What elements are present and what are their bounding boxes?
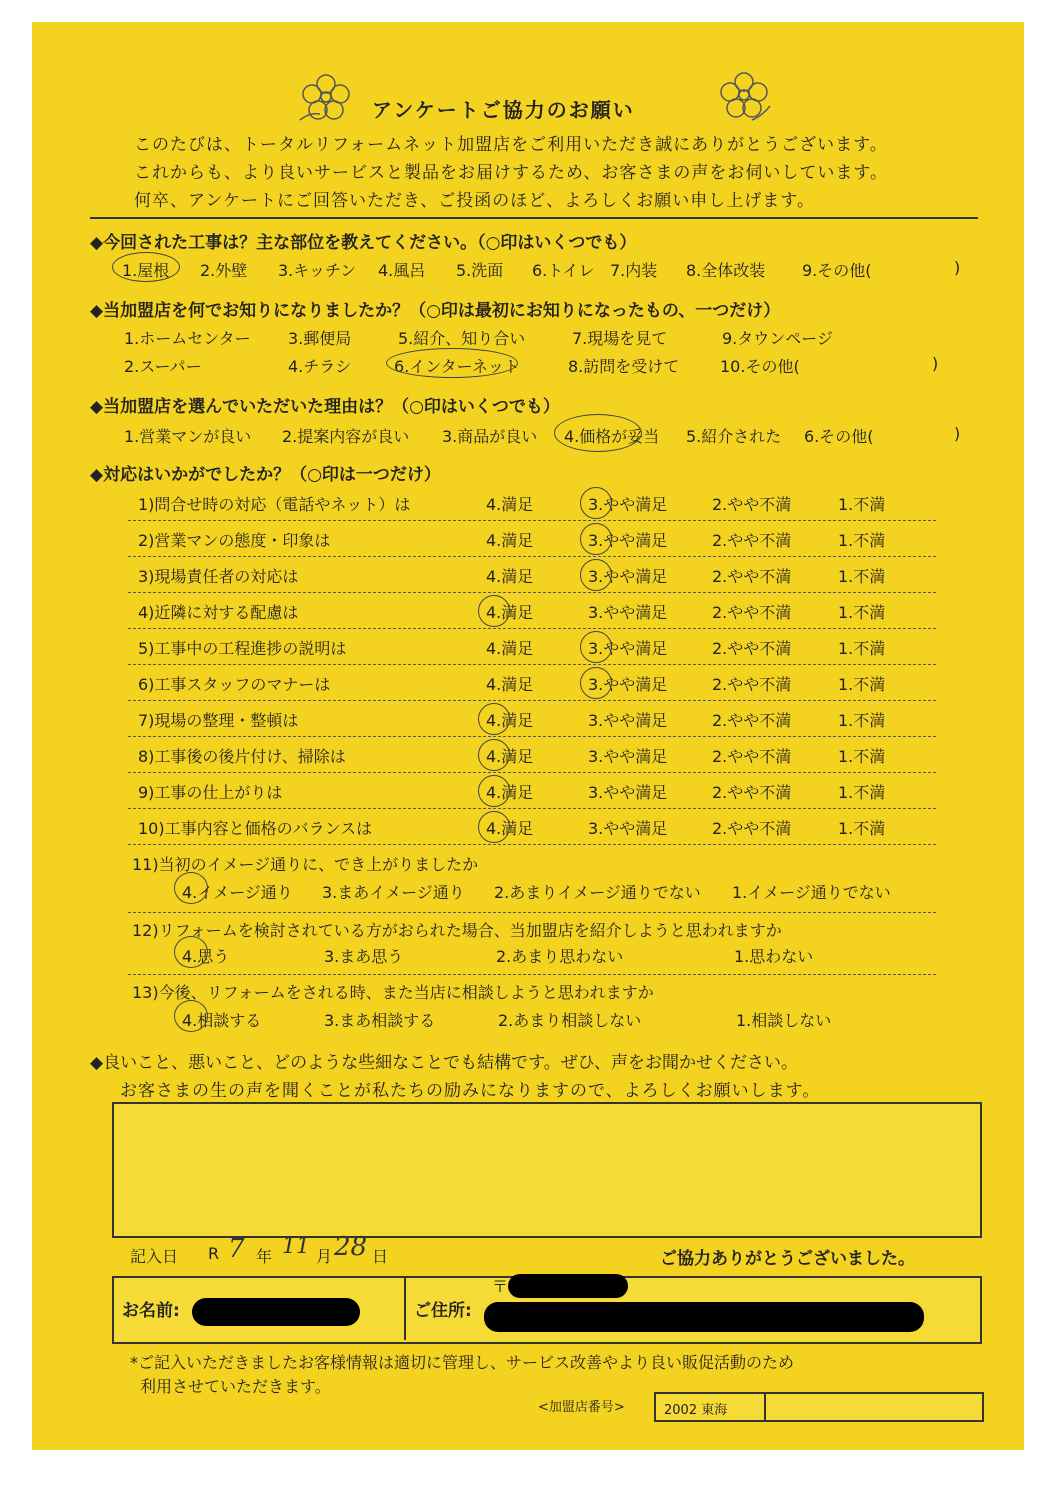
divider [128, 808, 936, 809]
selection-circle [580, 631, 612, 663]
rating-choice[interactable]: 1.不満 [838, 747, 886, 766]
selection-circle [554, 414, 642, 452]
rating-choice[interactable]: 3.やや満足 [588, 531, 668, 550]
q2-option[interactable]: 7.現場を見て [572, 329, 668, 348]
rating-choice[interactable]: 2.やや不満 [712, 819, 792, 838]
q2-option-internet[interactable]: 6.インターネット [394, 357, 520, 376]
q3-option[interactable]: 1.営業マンが良い [124, 427, 252, 446]
rating-choice[interactable]: 4.満足 [486, 819, 534, 838]
rating-choice[interactable]: 2.やや不満 [712, 639, 792, 658]
q2-option[interactable]: 9.タウンページ [722, 329, 833, 348]
store-number-label: <加盟店番号> [538, 1400, 625, 1415]
q11-option[interactable]: 3.まあイメージ通り [322, 883, 465, 902]
comments-subtitle: お客さまの生の声を聞くことが私たちの励みになりますので、よろしくお願いします。 [120, 1081, 821, 1101]
rating-choice[interactable]: 3.やや満足 [588, 711, 668, 730]
rating-choice[interactable]: 4.満足 [486, 567, 534, 586]
q2-option[interactable]: 3.郵便局 [288, 329, 352, 348]
rating-choice[interactable]: 2.やや不満 [712, 675, 792, 694]
divider [764, 1394, 766, 1420]
redacted-name [192, 1298, 360, 1326]
divider [404, 1278, 406, 1340]
rating-choice[interactable]: 1.不満 [838, 711, 886, 730]
selection-circle [112, 252, 180, 282]
q12-option[interactable]: 4.思う [182, 947, 230, 966]
flower-icon [712, 68, 776, 124]
comments-title: ◆良いこと、悪いこと、どのような些細なことでも結構です。ぜひ、声をお聞かせください。 [90, 1053, 799, 1073]
q3-other-close: ) [954, 424, 961, 443]
divider [128, 700, 936, 701]
divider [128, 736, 936, 737]
selection-circle [580, 487, 612, 519]
year-unit: 年 [256, 1247, 273, 1266]
rating-choice[interactable]: 3.やや満足 [588, 819, 668, 838]
postal-mark: 〒 [492, 1277, 509, 1296]
entry-year[interactable]: 7 [228, 1234, 245, 1264]
intro-line-2: これからも、より良いサービスと製品をお届けするため、お客さまの声をお伺いしています。 [134, 163, 888, 183]
rating-row-label: 10)工事内容と価格のバランスは [138, 819, 373, 838]
name-label: お名前: [122, 1301, 180, 1321]
q1-other-close: ) [954, 258, 961, 277]
selection-circle [580, 667, 612, 699]
page-title: アンケートご協力のお願い [372, 98, 635, 122]
q1-option-roof[interactable]: 1.屋根 [122, 261, 170, 280]
rating-choice[interactable]: 4.満足 [486, 711, 534, 730]
rating-choice[interactable]: 1.不満 [838, 531, 886, 550]
q3-option[interactable]: 2.提案内容が良い [282, 427, 410, 446]
selection-circle [580, 559, 612, 591]
q4-title: ◆対応はいかがでしたか？（○印は一つだけ） [90, 465, 441, 485]
selection-circle [386, 348, 518, 378]
rating-choice[interactable]: 2.やや不満 [712, 603, 792, 622]
address-label: ご住所: [414, 1301, 472, 1321]
q1-option[interactable]: 5.洗面 [456, 261, 504, 280]
divider [128, 628, 936, 629]
q2-option[interactable]: 1.ホームセンター [124, 329, 251, 348]
q13-option[interactable]: 2.あまり相談しない [498, 1011, 642, 1030]
rating-row-label: 6)工事スタッフのマナーは [138, 675, 331, 694]
rating-choice[interactable]: 4.満足 [486, 783, 534, 802]
intro-line-3: 何卒、アンケートにご回答いただき、ご投函のほど、よろしくお願い申し上げます。 [134, 191, 815, 211]
selection-circle [580, 523, 612, 555]
q3-option-price[interactable]: 4.価格が妥当 [564, 427, 660, 446]
rating-choice[interactable]: 1.不満 [838, 495, 886, 514]
selection-circle [174, 1000, 208, 1032]
q2-title: ◆当加盟店を何でお知りになりましたか？（○印は最初にお知りになったもの、一つだけ） [90, 301, 781, 321]
rating-choice[interactable]: 1.不満 [838, 567, 886, 586]
rating-choice[interactable]: 3.やや満足 [588, 567, 668, 586]
rating-choice[interactable]: 1.不満 [838, 675, 886, 694]
q1-option[interactable]: 4.風呂 [378, 261, 426, 280]
entry-day[interactable]: 28 [334, 1232, 368, 1262]
divider [128, 664, 936, 665]
rating-row-label: 3)現場責任者の対応は [138, 567, 299, 586]
privacy-note-1: *ご記入いただきましたお客様情報は適切に管理し、サービス改善やより良い販促活動のため [130, 1353, 795, 1372]
rating-choice[interactable]: 4.満足 [486, 675, 534, 694]
q12-option[interactable]: 3.まあ思う [324, 947, 404, 966]
divider [128, 912, 936, 913]
rating-choice[interactable]: 4.満足 [486, 639, 534, 658]
rating-choice[interactable]: 2.やや不満 [712, 711, 792, 730]
rating-row-label: 5)工事中の工程進捗の説明は [138, 639, 347, 658]
q11-label: 11)当初のイメージ通りに、でき上がりましたか [132, 855, 479, 874]
rating-choice[interactable]: 1.不満 [838, 783, 886, 802]
entry-era: R [208, 1244, 220, 1263]
q2-option[interactable]: 2.スーパー [124, 357, 202, 376]
month-unit: 月 [316, 1247, 333, 1266]
rating-choice[interactable]: 3.やや満足 [588, 603, 668, 622]
rating-choice[interactable]: 3.やや満足 [588, 783, 668, 802]
rating-choice[interactable]: 3.やや満足 [588, 747, 668, 766]
divider [128, 772, 936, 773]
q12-label: 12)リフォームを検討されている方がおられた場合、当加盟店を紹介しようと思われますか [132, 921, 782, 940]
selection-circle [478, 739, 510, 771]
q1-option[interactable]: 6.トイレ [532, 261, 595, 280]
redacted-address [484, 1302, 924, 1332]
q1-title: ◆今回された工事は？主な部位を教えてください。（○印はいくつでも） [90, 233, 637, 253]
rating-choice[interactable]: 4.満足 [486, 747, 534, 766]
rating-row-label: 2)営業マンの態度・印象は [138, 531, 331, 550]
selection-circle [174, 872, 208, 904]
q2-option[interactable]: 4.チラシ [288, 357, 352, 376]
q11-option[interactable]: 2.あまりイメージ通りでない [494, 883, 701, 902]
selection-circle [478, 703, 510, 735]
rating-choice[interactable]: 4.満足 [486, 603, 534, 622]
privacy-note-2: 利用させていただきます。 [140, 1377, 331, 1396]
store-number-value: 2002 東海 [664, 1403, 728, 1418]
q11-option[interactable]: 4.イメージ通り [182, 883, 293, 902]
divider [90, 217, 978, 219]
q12-option[interactable]: 2.あまり思わない [496, 947, 624, 966]
rating-row-label: 8)工事後の後片付け、掃除は [138, 747, 346, 766]
selection-circle [478, 775, 510, 807]
q3-title: ◆当加盟店を選んでいただいた理由は？（○印はいくつでも） [90, 397, 560, 417]
q1-option-other[interactable]: 9.その他( [802, 261, 872, 280]
rating-row-label: 9)工事の仕上がりは [138, 783, 283, 802]
rating-row-label: 7)現場の整理・整頓は [138, 711, 299, 730]
flower-icon [294, 70, 358, 126]
divider [128, 556, 936, 557]
selection-circle [174, 936, 208, 968]
intro-line-1: このたびは、トータルリフォームネット加盟店をご利用いただき誠にありがとうございます。 [134, 135, 888, 155]
divider [128, 520, 936, 521]
q13-option[interactable]: 4.相談する [182, 1011, 262, 1030]
day-unit: 日 [372, 1247, 389, 1266]
rating-choice[interactable]: 2.やや不満 [712, 495, 792, 514]
survey-sheet [32, 22, 1024, 1450]
q2-option[interactable]: 5.紹介、知り合い [398, 329, 526, 348]
q3-option[interactable]: 5.紹介された [686, 427, 782, 446]
q2-other-close: ) [932, 354, 939, 373]
q2-option[interactable]: 8.訪問を受けて [568, 357, 680, 376]
q13-option[interactable]: 3.まあ相談する [324, 1011, 436, 1030]
selection-circle [478, 595, 510, 627]
rating-choice[interactable]: 2.やや不満 [712, 747, 792, 766]
selection-circle [478, 811, 510, 843]
comments-textarea[interactable] [112, 1102, 982, 1238]
rating-choice[interactable]: 3.やや満足 [588, 675, 668, 694]
q13-option[interactable]: 1.相談しない [736, 1011, 832, 1030]
rating-row-label: 4)近隣に対する配慮は [138, 603, 299, 622]
redacted-postal-code [508, 1274, 628, 1298]
q1-option[interactable]: 3.キッチン [278, 261, 357, 280]
rating-choice[interactable]: 2.やや不満 [712, 531, 792, 550]
divider [128, 844, 936, 845]
rating-choice[interactable]: 2.やや不満 [712, 783, 792, 802]
q12-option[interactable]: 1.思わない [734, 947, 814, 966]
rating-row-label: 1)問合せ時の対応（電話やネット）は [138, 495, 411, 514]
rating-choice[interactable]: 4.満足 [486, 531, 534, 550]
q3-option[interactable]: 3.商品が良い [442, 427, 538, 446]
entry-month[interactable]: 11 [282, 1234, 310, 1259]
rating-choice[interactable]: 1.不満 [838, 603, 886, 622]
rating-choice[interactable]: 3.やや満足 [588, 495, 668, 514]
rating-choice[interactable]: 3.やや満足 [588, 639, 668, 658]
rating-choice[interactable]: 1.不満 [838, 819, 886, 838]
q1-option[interactable]: 2.外壁 [200, 261, 248, 280]
divider [128, 974, 936, 975]
thanks-text: ご協力ありがとうございました。 [660, 1249, 915, 1269]
entry-date-label: 記入日 [130, 1247, 179, 1266]
rating-choice[interactable]: 2.やや不満 [712, 567, 792, 586]
rating-choice[interactable]: 1.不満 [838, 639, 886, 658]
divider [128, 592, 936, 593]
rating-choice[interactable]: 4.満足 [486, 495, 534, 514]
q1-option[interactable]: 8.全体改装 [686, 261, 766, 280]
q1-option[interactable]: 7.内装 [610, 261, 658, 280]
q13-label: 13)今後、リフォームをされる時、また当店に相談しようと思われますか [132, 983, 654, 1002]
q2-option-other[interactable]: 10.その他( [720, 357, 800, 376]
q11-option[interactable]: 1.イメージ通りでない [732, 883, 891, 902]
q3-option-other[interactable]: 6.その他( [804, 427, 874, 446]
